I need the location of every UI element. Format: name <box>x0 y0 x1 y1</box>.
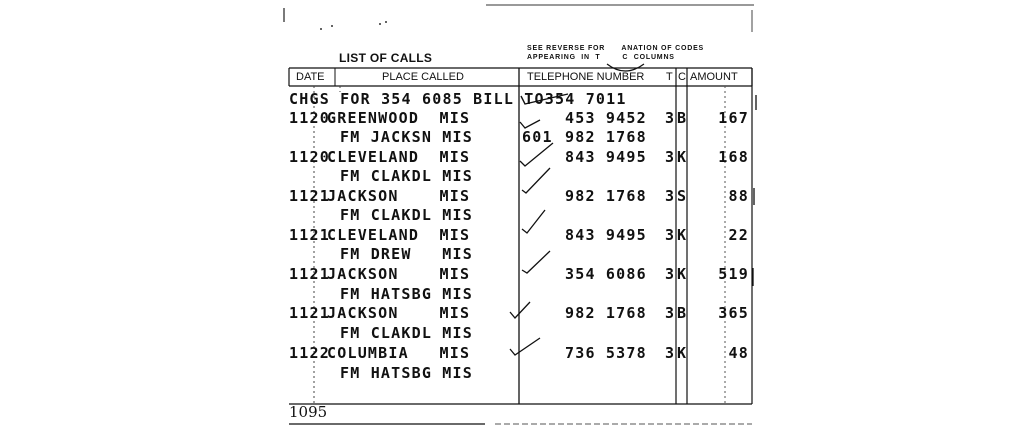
call-c-code: K <box>677 148 688 166</box>
call-amount: 365 <box>718 304 749 322</box>
call-t-code: 3 <box>665 304 676 322</box>
call-t-code: 3 <box>665 344 676 362</box>
call-t-code: 3 <box>665 226 676 244</box>
call-t-code: 3 <box>665 148 676 166</box>
call-t-code: 3 <box>665 187 676 205</box>
call-t-code: 3 <box>665 265 676 283</box>
call-c-code: K <box>677 344 688 362</box>
call-amount: 168 <box>718 148 749 166</box>
call-date: 1121 <box>289 265 330 283</box>
call-place: JACKSON MIS <box>327 187 471 205</box>
call-c-code: B <box>677 109 688 127</box>
codes-note-line-1: SEE REVERSE FOR ANATION OF CODES <box>527 45 705 52</box>
call-date: 1121 <box>289 187 330 205</box>
call-place: CLEVELAND MIS <box>327 226 471 244</box>
charges-summary-line: CHGS FOR 354 6085 BILL TO354 7011 <box>289 90 627 108</box>
call-place: JACKSON MIS <box>327 304 471 322</box>
call-amount: 88 <box>728 187 749 205</box>
call-c-code: B <box>677 304 688 322</box>
call-amount: 22 <box>728 226 749 244</box>
call-number: 843 9495 <box>565 226 647 244</box>
column-header-t: T <box>666 71 673 83</box>
call-from-area-code: 601 <box>522 128 553 146</box>
call-date: 1121 <box>289 304 330 322</box>
call-from-location: FM CLAKDL MIS <box>340 167 473 185</box>
call-number: 982 1768 <box>565 304 647 322</box>
call-date: 1121 <box>289 226 330 244</box>
call-c-code: K <box>677 226 688 244</box>
call-c-code: K <box>677 265 688 283</box>
call-place: CLEVELAND MIS <box>327 148 471 166</box>
call-amount: 519 <box>718 265 749 283</box>
call-from-location: FM HATSBG MIS <box>340 285 473 303</box>
call-number: 354 6086 <box>565 265 647 283</box>
call-number: 453 9452 <box>565 109 647 127</box>
column-header-date: DATE <box>296 71 325 83</box>
page-number: 1095 <box>289 403 328 421</box>
call-date: 1120 <box>289 148 330 166</box>
call-from-location: FM CLAKDL MIS <box>340 324 473 342</box>
call-place: COLUMBIA MIS <box>327 344 471 362</box>
call-date: 1120 <box>289 109 330 127</box>
call-from-number: 982 1768 <box>565 128 647 146</box>
call-amount: 167 <box>718 109 749 127</box>
codes-note-line-2: APPEARING IN T C COLUMNS <box>527 54 675 61</box>
call-t-code: 3 <box>665 109 676 127</box>
column-header-place-called: PLACE CALLED <box>382 71 464 83</box>
call-amount: 48 <box>728 344 749 362</box>
column-header-telephone-number: TELEPHONE NUMBER <box>527 71 645 83</box>
column-header-c: C <box>678 71 686 83</box>
call-number: 843 9495 <box>565 148 647 166</box>
call-c-code: S <box>677 187 688 205</box>
call-number: 982 1768 <box>565 187 647 205</box>
call-from-location: FM DREW MIS <box>340 245 473 263</box>
call-from-location: FM HATSBG MIS <box>340 364 473 382</box>
call-from-location: FM CLAKDL MIS <box>340 206 473 224</box>
call-from-location: FM JACKSN MIS <box>340 128 473 146</box>
call-number: 736 5378 <box>565 344 647 362</box>
column-header-amount: AMOUNT <box>690 71 738 83</box>
call-place: JACKSON MIS <box>327 265 471 283</box>
list-of-calls-title: LIST OF CALLS <box>339 51 433 65</box>
call-date: 1122 <box>289 344 330 362</box>
call-place: GREENWOOD MIS <box>327 109 471 127</box>
